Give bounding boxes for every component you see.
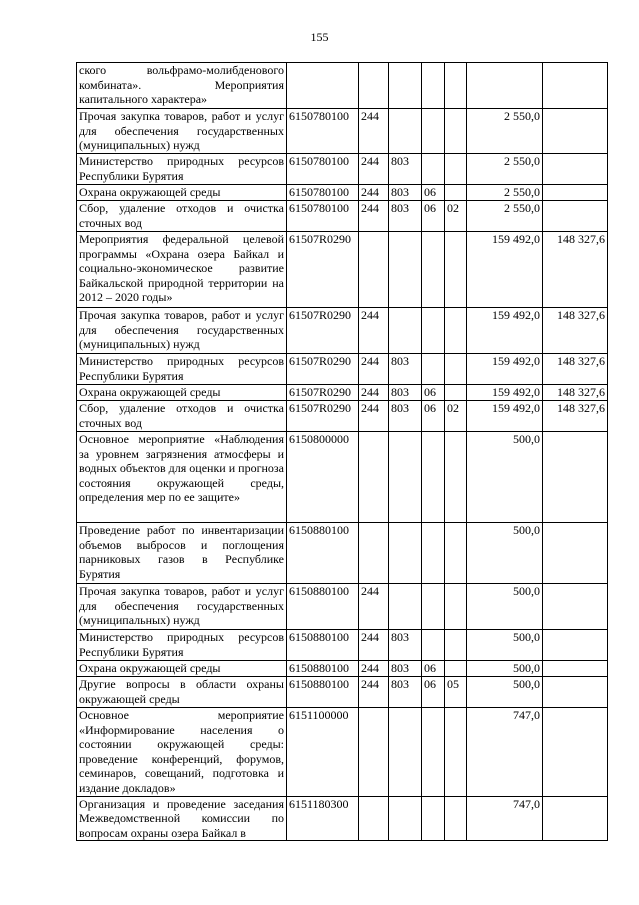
expense-type-cell: 244 <box>359 584 389 630</box>
expense-name-cell: Прочая закупка товаров, работ и услуг для обеспечения государственных (муниципальных) нужд <box>77 109 287 154</box>
section-cell: 06 <box>422 201 445 232</box>
section-cell <box>422 432 445 523</box>
federal-amount-cell <box>543 677 608 708</box>
target-code-cell: 6151100000 <box>287 708 359 797</box>
section-cell: 06 <box>422 385 445 401</box>
subsection-cell: 02 <box>445 401 467 432</box>
federal-amount-cell: 148 327,6 <box>543 354 608 385</box>
federal-amount-cell <box>543 185 608 201</box>
target-code-cell: 61507R0290 <box>287 232 359 308</box>
expense-name-cell: Охрана окружающей среды <box>77 385 287 401</box>
subsection-cell <box>445 523 467 584</box>
expense-type-cell <box>359 708 389 797</box>
federal-amount-cell <box>543 201 608 232</box>
section-cell: 06 <box>422 401 445 432</box>
expense-type-cell: 244 <box>359 201 389 232</box>
federal-amount-cell: 148 327,6 <box>543 308 608 354</box>
amount-cell: 2 550,0 <box>467 109 543 154</box>
subsection-cell: 05 <box>445 677 467 708</box>
ministry-code-cell: 803 <box>389 201 422 232</box>
table-row <box>77 63 608 109</box>
budget-table <box>76 62 608 841</box>
subsection-cell <box>445 185 467 201</box>
expense-type-cell <box>359 796 389 841</box>
expense-name-cell: Министерство природных ресурсов Республики Бурятия <box>77 154 287 185</box>
expense-name-cell: ского вольфрамо-молибденового комбината». Мероприятия капитального характера» <box>77 63 287 109</box>
ministry-code-cell <box>389 708 422 797</box>
federal-amount-cell <box>543 432 608 523</box>
expense-type-cell <box>359 432 389 523</box>
section-cell <box>422 630 445 661</box>
table-row <box>77 232 608 308</box>
expense-name-cell: Другие вопросы в области охраны окружающей среды <box>77 677 287 708</box>
ministry-code-cell <box>389 63 422 109</box>
target-code-cell: 6150880100 <box>287 661 359 677</box>
federal-amount-cell <box>543 630 608 661</box>
table-row <box>77 401 608 432</box>
expense-name-cell: Основное мероприятие «Информирование населения о состоянии окружающей среды: проведение конференций, форумов, семинаров, совещаний, подготовка и издание докладов» <box>77 708 287 797</box>
table-row <box>77 630 608 661</box>
target-code-cell: 61507R0290 <box>287 401 359 432</box>
section-cell: 06 <box>422 661 445 677</box>
subsection-cell <box>445 232 467 308</box>
ministry-code-cell: 803 <box>389 401 422 432</box>
expense-type-cell: 244 <box>359 661 389 677</box>
section-cell <box>422 109 445 154</box>
expense-type-cell <box>359 232 389 308</box>
ministry-code-cell <box>389 584 422 630</box>
target-code-cell: 6150780100 <box>287 185 359 201</box>
section-cell <box>422 796 445 841</box>
federal-amount-cell <box>543 584 608 630</box>
expense-type-cell: 244 <box>359 354 389 385</box>
page-number: 155 <box>310 30 329 44</box>
amount-cell: 159 492,0 <box>467 401 543 432</box>
subsection-cell <box>445 154 467 185</box>
subsection-cell: 02 <box>445 201 467 232</box>
expense-name-cell: Организация и проведение заседания Межведомственной комиссии по вопросам охраны озера Байкал в <box>77 796 287 841</box>
target-code-cell: 6150780100 <box>287 201 359 232</box>
subsection-cell <box>445 661 467 677</box>
expense-name-cell: Прочая закупка товаров, работ и услуг для обеспечения государственных (муниципальных) нужд <box>77 308 287 354</box>
amount-cell: 159 492,0 <box>467 354 543 385</box>
target-code-cell: 6150880100 <box>287 630 359 661</box>
amount-cell: 500,0 <box>467 432 543 523</box>
table-row <box>77 201 608 232</box>
expense-name-cell: Проведение работ по инвентаризации объемов выбросов и поглощения парниковых газов в Республике Бурятия <box>77 523 287 584</box>
table-row <box>77 185 608 201</box>
target-code-cell: 6150880100 <box>287 677 359 708</box>
subsection-cell <box>445 385 467 401</box>
federal-amount-cell <box>543 523 608 584</box>
ministry-code-cell <box>389 796 422 841</box>
ministry-code-cell: 803 <box>389 354 422 385</box>
target-code-cell: 6151180300 <box>287 796 359 841</box>
expense-type-cell: 244 <box>359 154 389 185</box>
section-cell <box>422 232 445 308</box>
amount-cell: 500,0 <box>467 677 543 708</box>
target-code-cell: 6150780100 <box>287 154 359 185</box>
section-cell <box>422 63 445 109</box>
subsection-cell <box>445 354 467 385</box>
expense-name-cell: Охрана окружающей среды <box>77 661 287 677</box>
section-cell: 06 <box>422 677 445 708</box>
amount-cell: 500,0 <box>467 630 543 661</box>
table-row <box>77 109 608 154</box>
amount-cell: 500,0 <box>467 661 543 677</box>
federal-amount-cell: 148 327,6 <box>543 232 608 308</box>
expense-type-cell: 244 <box>359 385 389 401</box>
expense-type-cell: 244 <box>359 185 389 201</box>
expense-name-cell: Прочая закупка товаров, работ и услуг для обеспечения государственных (муниципальных) нужд <box>77 584 287 630</box>
ministry-code-cell <box>389 232 422 308</box>
ministry-code-cell <box>389 308 422 354</box>
expense-type-cell: 244 <box>359 401 389 432</box>
expense-type-cell <box>359 523 389 584</box>
section-cell <box>422 523 445 584</box>
amount-cell: 747,0 <box>467 708 543 797</box>
target-code-cell: 6150880100 <box>287 523 359 584</box>
amount-cell: 500,0 <box>467 584 543 630</box>
ministry-code-cell <box>389 523 422 584</box>
federal-amount-cell <box>543 154 608 185</box>
federal-amount-cell <box>543 661 608 677</box>
federal-amount-cell <box>543 109 608 154</box>
amount-cell: 159 492,0 <box>467 385 543 401</box>
subsection-cell <box>445 584 467 630</box>
target-code-cell: 6150780100 <box>287 109 359 154</box>
amount-cell <box>467 63 543 109</box>
table-row <box>77 354 608 385</box>
federal-amount-cell <box>543 796 608 841</box>
section-cell <box>422 584 445 630</box>
section-cell <box>422 154 445 185</box>
table-row <box>77 385 608 401</box>
subsection-cell <box>445 630 467 661</box>
amount-cell: 747,0 <box>467 796 543 841</box>
amount-cell: 159 492,0 <box>467 232 543 308</box>
target-code-cell: 6150800000 <box>287 432 359 523</box>
federal-amount-cell <box>543 63 608 109</box>
expense-name-cell: Охрана окружающей среды <box>77 185 287 201</box>
table-row <box>77 308 608 354</box>
expense-type-cell: 244 <box>359 630 389 661</box>
ministry-code-cell: 803 <box>389 630 422 661</box>
ministry-code-cell: 803 <box>389 185 422 201</box>
ministry-code-cell: 803 <box>389 677 422 708</box>
expense-name-cell: Министерство природных ресурсов Республики Бурятия <box>77 630 287 661</box>
target-code-cell <box>287 63 359 109</box>
table-row <box>77 432 608 523</box>
amount-cell: 159 492,0 <box>467 308 543 354</box>
ministry-code-cell: 803 <box>389 385 422 401</box>
amount-cell: 2 550,0 <box>467 154 543 185</box>
target-code-cell: 61507R0290 <box>287 354 359 385</box>
target-code-cell: 6150880100 <box>287 584 359 630</box>
section-cell: 06 <box>422 185 445 201</box>
ministry-code-cell <box>389 432 422 523</box>
table-row <box>77 154 608 185</box>
table-row <box>77 523 608 584</box>
subsection-cell <box>445 796 467 841</box>
expense-type-cell: 244 <box>359 109 389 154</box>
amount-cell: 2 550,0 <box>467 185 543 201</box>
expense-name-cell: Мероприятия федеральной целевой программы «Охрана озера Байкал и социально-экономическое развитие Байкальской природной территории на 2012 – 2020 годы» <box>77 232 287 308</box>
table-row <box>77 661 608 677</box>
section-cell <box>422 354 445 385</box>
expense-type-cell: 244 <box>359 308 389 354</box>
table-row <box>77 796 608 841</box>
expense-name-cell: Министерство природных ресурсов Республики Бурятия <box>77 354 287 385</box>
subsection-cell <box>445 708 467 797</box>
amount-cell: 2 550,0 <box>467 201 543 232</box>
expense-type-cell <box>359 63 389 109</box>
federal-amount-cell: 148 327,6 <box>543 401 608 432</box>
budget-table-body <box>77 63 608 841</box>
expense-name-cell: Основное мероприятие «Наблюдения за уровнем загрязнения атмосферы и водных объектов для оценки и прогноза состояния окружающей среды, определения мер по ее защите» <box>77 432 287 523</box>
subsection-cell <box>445 432 467 523</box>
target-code-cell: 61507R0290 <box>287 308 359 354</box>
section-cell <box>422 308 445 354</box>
target-code-cell: 61507R0290 <box>287 385 359 401</box>
section-cell <box>422 708 445 797</box>
federal-amount-cell: 148 327,6 <box>543 385 608 401</box>
ministry-code-cell <box>389 109 422 154</box>
table-row <box>77 584 608 630</box>
expense-name-cell: Сбор, удаление отходов и очистка сточных вод <box>77 201 287 232</box>
amount-cell: 500,0 <box>467 523 543 584</box>
table-row <box>77 708 608 797</box>
federal-amount-cell <box>543 708 608 797</box>
subsection-cell <box>445 109 467 154</box>
subsection-cell <box>445 308 467 354</box>
ministry-code-cell: 803 <box>389 154 422 185</box>
expense-type-cell: 244 <box>359 677 389 708</box>
table-row <box>77 677 608 708</box>
subsection-cell <box>445 63 467 109</box>
ministry-code-cell: 803 <box>389 661 422 677</box>
expense-name-cell: Сбор, удаление отходов и очистка сточных вод <box>77 401 287 432</box>
